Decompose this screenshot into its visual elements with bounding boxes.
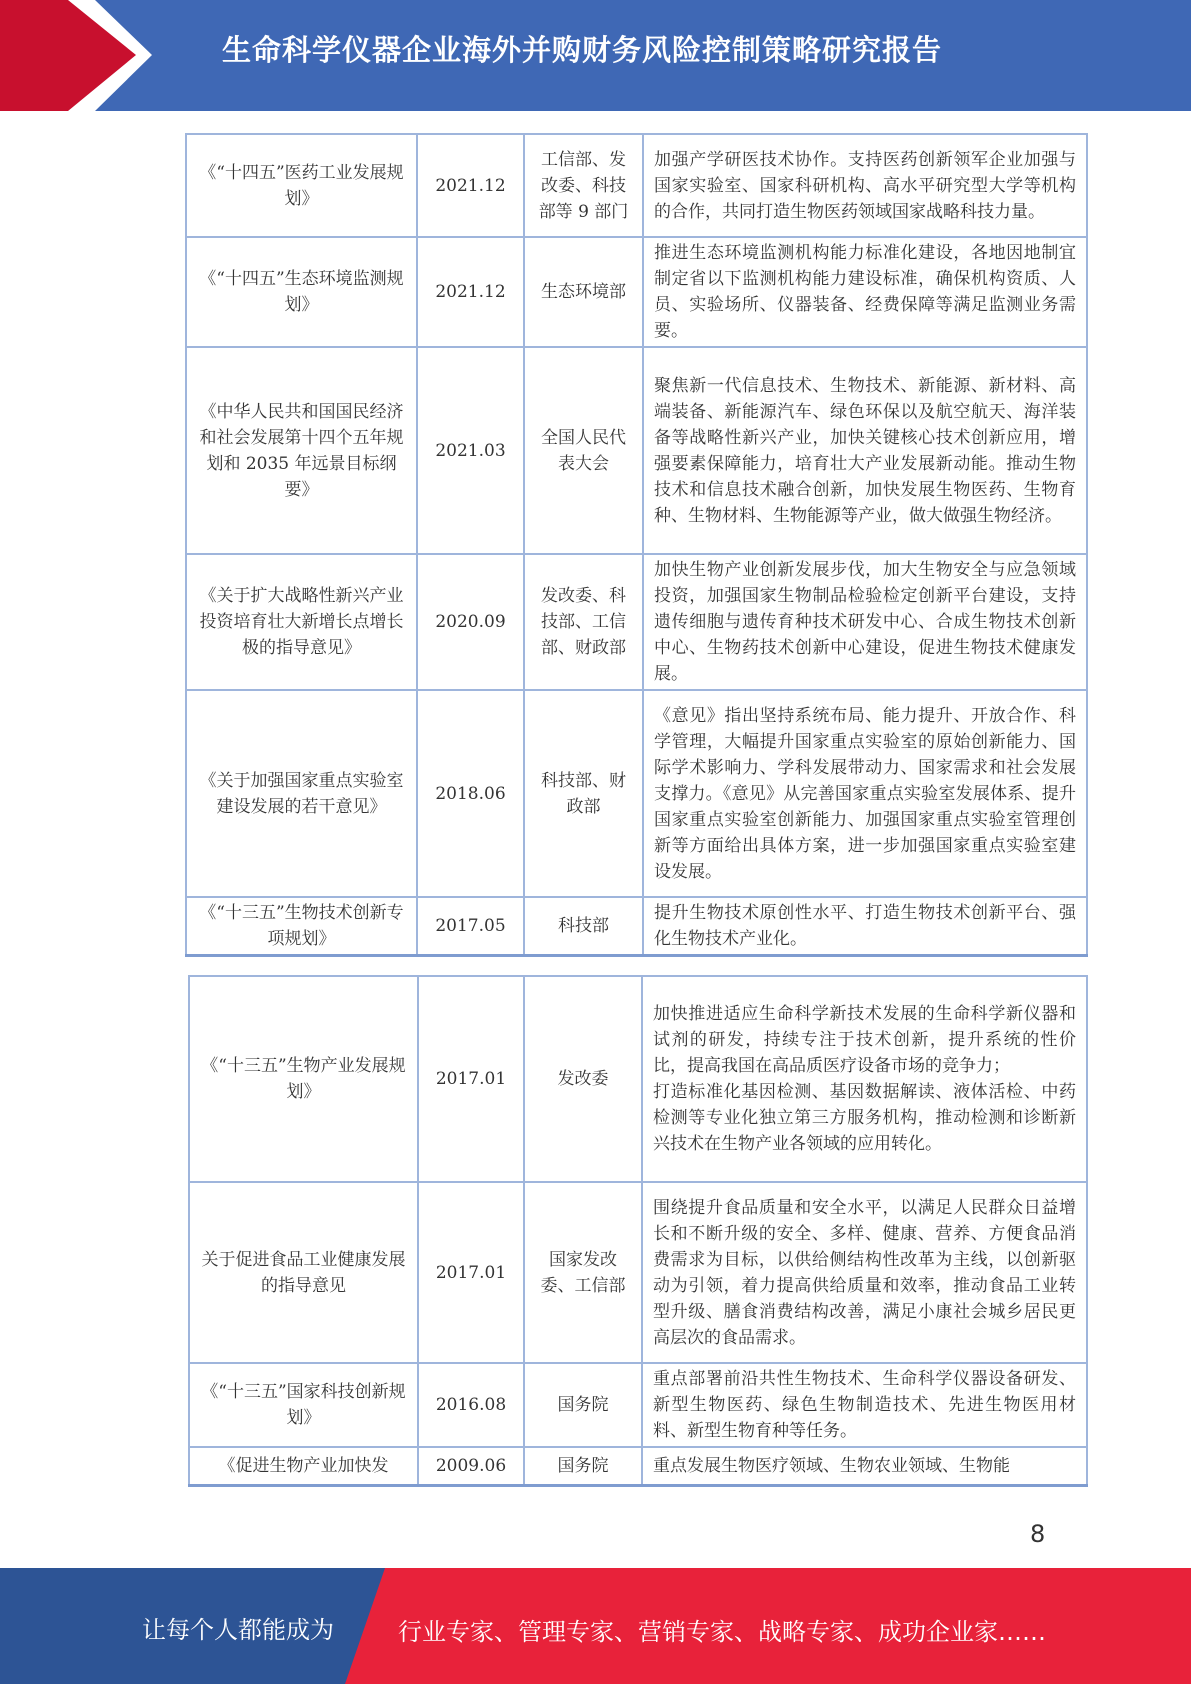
policy-name: 《促进生物产业加快发 bbox=[189, 1447, 418, 1485]
policy-department: 国务院 bbox=[524, 1447, 642, 1485]
table-row bbox=[189, 976, 1087, 1182]
policy-department: 科技部、财政部 bbox=[524, 690, 643, 897]
policy-date: 2017.01 bbox=[418, 1182, 524, 1363]
header-red-arrow bbox=[0, 0, 150, 111]
footer-slogan-left: 让每个人都能成为 bbox=[142, 1616, 334, 1644]
table-row bbox=[189, 1363, 1087, 1447]
policy-name: 《“十三五”国家科技创新规划》 bbox=[189, 1363, 418, 1447]
table-row bbox=[186, 897, 1087, 956]
policy-content: 重点发展生物医疗领域、生物农业领域、生物能 bbox=[642, 1447, 1087, 1485]
policy-department: 国家发改委、工信部 bbox=[524, 1182, 642, 1363]
policy-content bbox=[642, 976, 1087, 1182]
table-row bbox=[186, 134, 1087, 237]
policy-date: 2017.05 bbox=[417, 897, 524, 956]
policy-name: 《“十三五”生物技术创新专项规划》 bbox=[186, 897, 417, 956]
table-row bbox=[189, 1447, 1087, 1485]
policy-name: 关于促进食品工业健康发展的指导意见 bbox=[189, 1182, 418, 1363]
policy-date: 2021.12 bbox=[417, 134, 524, 237]
policy-date: 2021.03 bbox=[417, 347, 524, 554]
policy-content: 聚焦新一代信息技术、生物技术、新能源、新材料、高端装备、新能源汽车、绿色环保以及航空航天、海洋装备等战略性新兴产业，加快关键核心技术创新应用，增强要素保障能力，培育壮大产业发展新动能。推动生物技术和信息技术融合创新，加快发展生物医药、生物育种、生物材料、生物能源等产业，做大做强生物经济。 bbox=[643, 347, 1087, 554]
policy-table-2 bbox=[188, 975, 1088, 1487]
policy-name: 《“十四五”生态环境监测规划》 bbox=[186, 237, 417, 347]
policy-department: 全国人民代表大会 bbox=[524, 347, 643, 554]
footer-slogan-right: 行业专家、管理专家、营销专家、战略专家、成功企业家…… bbox=[398, 1618, 1046, 1646]
table-row bbox=[189, 1182, 1087, 1363]
policy-department: 发改委、科技部、工信部、财政部 bbox=[524, 554, 643, 690]
table-row bbox=[186, 237, 1087, 347]
policy-name: 《“十四五”医药工业发展规划》 bbox=[186, 134, 417, 237]
table-row bbox=[186, 690, 1087, 897]
policy-date: 2016.08 bbox=[418, 1363, 524, 1447]
policy-content: 围绕提升食品质量和安全水平，以满足人民群众日益增长和不断升级的安全、多样、健康、营养、方便食品消费需求为目标，以供给侧结构性改革为主线，以创新驱动为引领，着力提高供给质量和效率，推动食品工业转型升级、膳食消费结构改善，满足小康社会城乡居民更高层次的食品需求。 bbox=[642, 1182, 1087, 1363]
policy-department: 科技部 bbox=[524, 897, 643, 956]
policy-content-paragraph: 打造标准化基因检测、基因数据解读、液体活检、中药检测等专业化独立第三方服务机构，推动检测和诊断新兴技术在生物产业各领域的应用转化。 bbox=[653, 1082, 1076, 1154]
policy-date: 2021.12 bbox=[417, 237, 524, 347]
table-row bbox=[186, 347, 1087, 554]
policy-content: 重点部署前沿共性生物技术、生命科学仪器设备研发、新型生物医药、绿色生物制造技术、先进生物医用材料、新型生物育种等任务。 bbox=[642, 1363, 1087, 1447]
policy-department: 发改委 bbox=[524, 976, 642, 1182]
policy-content: 推进生态环境监测机构能力标准化建设，各地因地制宜制定省以下监测机构能力建设标准，确保机构资质、人员、实验场所、仪器装备、经费保障等满足监测业务需要。 bbox=[643, 237, 1087, 347]
policy-content: 提升生物技术原创性水平、打造生物技术创新平台、强化生物技术产业化。 bbox=[643, 897, 1087, 956]
policy-department: 国务院 bbox=[524, 1363, 642, 1447]
policy-name: 《中华人民共和国国民经济和社会发展第十四个五年规划和 2035 年远景目标纲要》 bbox=[186, 347, 417, 554]
policy-department: 生态环境部 bbox=[524, 237, 643, 347]
policy-department: 工信部、发改委、科技部等 9 部门 bbox=[524, 134, 643, 237]
policy-name: 《“十三五”生物产业发展规划》 bbox=[189, 976, 418, 1182]
policy-content: 《意见》指出坚持系统布局、能力提升、开放合作、科学管理，大幅提升国家重点实验室的原始创新能力、国际学术影响力、学科发展带动力、国家需求和社会发展支撑力。《意见》从完善国家重点实验室发展体系、提升国家重点实验室创新能力、加强国家重点实验室管理创新等方面给出具体方案，进一步加强国家重点实验室建设发展。 bbox=[643, 690, 1087, 897]
policy-content: 加快生物产业创新发展步伐，加大生物安全与应急领域投资，加强国家生物制品检验检定创新平台建设，支持遗传细胞与遗传育种技术研发中心、合成生物技术创新中心、生物药技术创新中心建设，促进生物技术健康发展。 bbox=[643, 554, 1087, 690]
policy-name: 《关于扩大战略性新兴产业投资培育壮大新增长点增长极的指导意见》 bbox=[186, 554, 417, 690]
policy-date: 2017.01 bbox=[418, 976, 524, 1182]
table-row bbox=[186, 554, 1087, 690]
policy-date: 2018.06 bbox=[417, 690, 524, 897]
policy-table-1 bbox=[185, 133, 1088, 957]
page-number: 8 bbox=[1030, 1520, 1046, 1548]
policy-content: 加强产学研医技术协作。支持医药创新领军企业加强与国家实验室、国家科研机构、高水平研究型大学等机构的合作，共同打造生物医药领域国家战略科技力量。 bbox=[643, 134, 1087, 237]
policy-date: 2020.09 bbox=[417, 554, 524, 690]
policy-content-paragraph: 加快推进适应生命科学新技术发展的生命科学新仪器和试剂的研发，持续专注于技术创新，提升系统的性价比，提高我国在高品质医疗设备市场的竞争力； bbox=[653, 1004, 1076, 1076]
report-title: 生命科学仪器企业海外并购财务风险控制策略研究报告 bbox=[222, 33, 943, 67]
page-footer bbox=[0, 1568, 1191, 1684]
policy-date: 2009.06 bbox=[418, 1447, 524, 1485]
page-header bbox=[0, 0, 1191, 111]
policy-name: 《关于加强国家重点实验室建设发展的若干意见》 bbox=[186, 690, 417, 897]
